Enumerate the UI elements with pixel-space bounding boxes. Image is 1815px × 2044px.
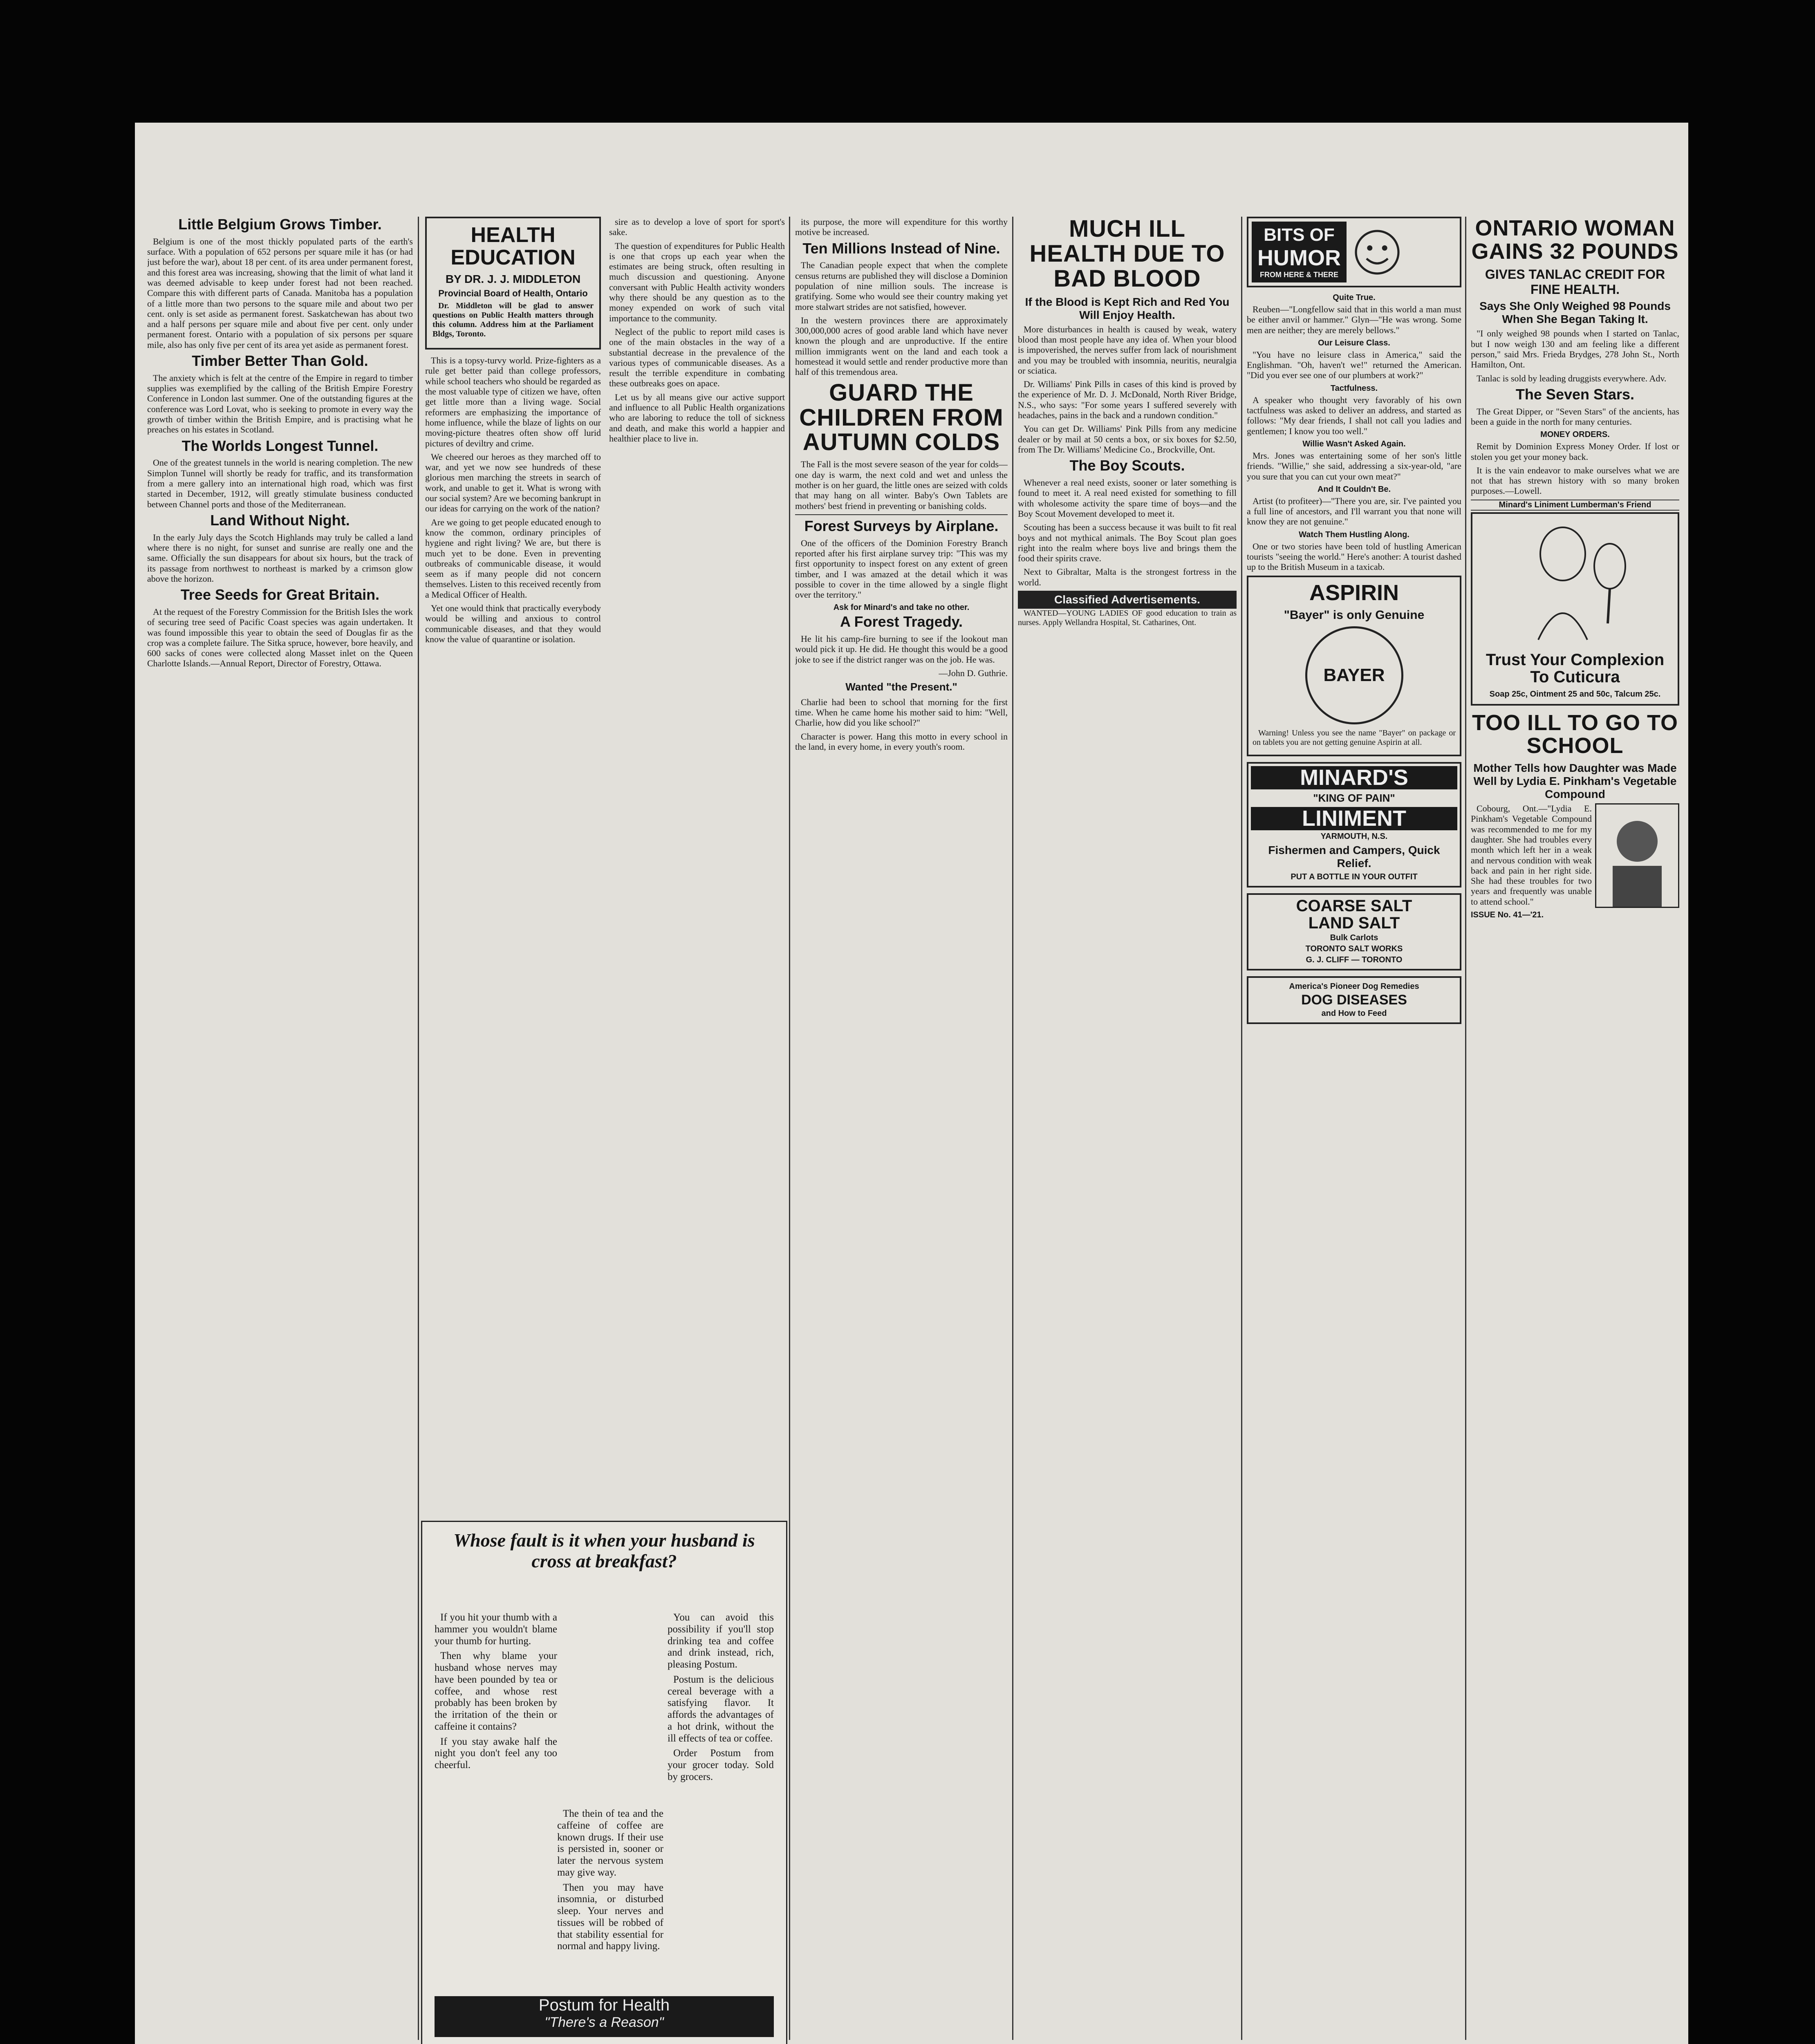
article-text: In the western provinces there are approximately 300,000,000 acres of good arable land which have never known the plough and are unproductive. If the entire million immigrants went on the land and each took a homestead it would settle and render productive more than half of this tremendous area. — [795, 315, 1008, 377]
article-text: Let us by all means give our active support and influence to all Public Health organizations who are laboring to reduce the toll of sickness and death, and make this world a happier and healthier place to live in. — [609, 392, 785, 444]
article-text: One of the greatest tunnels in the world is nearing completion. The new Simplon Tunnel will shortly be ready for traffic, and its transformation from a mere gallery into an international high road, which was first started in December, 1912, will greatly stimulate business conducted between Channel ports and those of the Mediterranean. — [147, 457, 413, 509]
joke-title: And It Couldn't Be. — [1317, 484, 1391, 494]
ad-text: Fishermen and Campers, Quick Relief. — [1268, 843, 1440, 870]
article-text: Cobourg, Ont.—"Lydia E. Pinkham's Vegetable Compound was recommended to me for my daughter. She had troubles every month which left her in a weak and nervous condition with weak back and pain in her right side. She had these troubles for two years and frequently was unable to attend school." — [1471, 803, 1592, 907]
article-text: Tanlac is sold by leading druggists everywhere. Adv. — [1477, 373, 1667, 383]
salt-ad — [1247, 893, 1461, 970]
subheadline: If the Blood is Kept Rich and Red You Will Enjoy Health. — [1025, 295, 1230, 321]
woman-with-mirror-illustration — [1514, 517, 1636, 648]
cuticura-ad — [1471, 512, 1679, 706]
minards-title: MINARD'S — [1251, 766, 1457, 789]
article-text: Neglect of the public to report mild cases is one of the main obstacles in the way of a substantial decrease in the prevalence of the various types of communicable diseases. As a result the terrible expenditure in combating these outbreaks goes on apace. — [609, 326, 785, 389]
ad-text: Warning! Unless you see the name "Bayer" on package or on tablets you are not getting genuine Aspirin at all. — [1253, 728, 1456, 747]
ad-text: PUT A BOTTLE IN YOUR OUTFIT — [1291, 872, 1418, 881]
headline-large: ONTARIO WOMAN GAINS 32 POUNDS — [1471, 217, 1679, 264]
joke-title: Willie Wasn't Asked Again. — [1302, 439, 1406, 448]
article-text: The anxiety which is felt at the centre of the Empire in regard to timber supplies was exemplified by the calling of the British Empire Forestry Conference in London last summer. One of the outstanding figures at the conference was Lord Lovat, who is seeking to promote in every way the growth of timber within the British Empire, and is practising what he preaches on his estates in Scotland. — [147, 372, 413, 435]
postum-banner — [435, 1996, 774, 2037]
postum-banner-title: Postum for Health — [538, 1996, 670, 2014]
headline: Forest Surveys by Airplane. — [804, 517, 999, 534]
subheadline: Mother Tells how Daughter was Made Well by Lydia E. Pinkham's Vegetable Compound — [1473, 762, 1677, 801]
column-rule — [1465, 217, 1466, 2040]
ad-text: and How to Feed — [1321, 1009, 1387, 1018]
joke-text: "You have no leisure class in America," said the Englishman. "Oh, haven't we!" returned the American. "Did you ever see one of our plumbers at work?" — [1247, 349, 1461, 381]
headline: Wanted "the Present." — [845, 681, 957, 693]
ad-text: Order Postum from your grocer today. Sold by grocers. — [668, 1748, 774, 1782]
ad-column — [435, 1612, 557, 1775]
column-2 — [425, 217, 601, 1508]
portrait-photo — [1595, 803, 1679, 908]
article-text: Remit by Dominion Express Money Order. If lost or stolen you get your money back. — [1471, 441, 1679, 462]
author: —John D. Guthrie. — [939, 668, 1008, 679]
ad-text: If you hit your thumb with a hammer you wouldn't blame your thumb for hurting. — [435, 1612, 557, 1647]
article-text: The question of expenditures for Public Health is one that crops up each year when the estimates are being struck, often resulting in much discussion and questioning. Anyone conversant with Public Health activity wonders why there should be any question as to the money expended on work of such vital importance to the community. — [609, 240, 785, 323]
article-text: Whenever a real need exists, sooner or later something is found to meet it. A real need existed for something to fill with wholesome activity the spare time of boys—and the Boy Scout Movement developed to meet it. — [1018, 477, 1237, 519]
article-text: Scouting has been a success because it was built to fit real boys and not mythical animals. The Boy Scout plan goes right into the realm where boys live and brings them the food their spirits crave. — [1018, 522, 1237, 564]
minards-title: LINIMENT — [1251, 807, 1457, 830]
postum-advertisement — [421, 1521, 787, 2044]
organization: Provincial Board of Health, Ontario — [438, 288, 588, 299]
headline: The Boy Scouts. — [1069, 457, 1185, 474]
clown-face-icon — [1351, 226, 1456, 279]
issue-number: ISSUE No. 41—'21. — [1471, 910, 1544, 920]
article-text: "I only weighed 98 pounds when I started on Tanlac, but I now weigh 130 and am feeling like a different person," said Mrs. Frieda Brydges, 278 John St., North Hamilton, Ont. — [1471, 328, 1679, 370]
ad-title: DOG DISEASES — [1301, 992, 1407, 1008]
salt-title: LAND SALT — [1308, 914, 1400, 932]
headline: The Seven Stars. — [1515, 385, 1635, 403]
ad-text: TORONTO SALT WORKS — [1305, 944, 1403, 953]
humor-logo-line: HUMOR — [1257, 246, 1341, 270]
health-title: HEALTH EDUCATION — [450, 223, 576, 269]
joke-text: Mrs. Jones was entertaining some of her son's little friends. "Willie," she said, addressing a six-year-old, "are you sure that you can cut your own meat?" — [1247, 450, 1461, 482]
joke-text: One or two stories have been told of hustling American tourists "seeing the world." Here's another: A tourist dashed up to the British Museum in a taxicab. — [1247, 541, 1461, 572]
joke-title: Watch Them Hustling Along. — [1299, 530, 1409, 539]
headline-large: GUARD THE CHILDREN FROM AUTUMN COLDS — [799, 379, 1004, 456]
headline-large: TOO ILL TO GO TO SCHOOL — [1472, 710, 1678, 758]
ad-text: G. J. CLIFF — TORONTO — [1306, 955, 1403, 964]
article-text: More disturbances in health is caused by weak, watery blood than most people have any idea of. When your blood is impoverished, the nerves suffer from lack of nourishment and you may be troubled with insomnia, neuritis, neuralgia or sciatica. — [1018, 324, 1237, 376]
joke-title: Tactfulness. — [1330, 383, 1378, 393]
column-3 — [609, 217, 785, 1508]
ad-text: If you stay awake half the night you don't feel any too cheerful. — [435, 1736, 557, 1771]
humor-logo-line: BITS OF — [1264, 225, 1335, 245]
ad-text: America's Pioneer Dog Remedies — [1289, 982, 1419, 991]
aspirin-subtitle: "Bayer" is only Genuine — [1284, 608, 1425, 622]
humor-logo — [1252, 222, 1347, 282]
byline: BY DR. J. J. MIDDLETON — [445, 273, 581, 286]
headline: The Worlds Longest Tunnel. — [182, 437, 379, 454]
headline: Ten Millions Instead of Nine. — [802, 240, 1000, 257]
headline: Timber Better Than Gold. — [192, 352, 368, 370]
article-text: It is the vain endeavor to make ourselves what we are not that has strewn history with so many broken purposes.—Lowell. — [1471, 465, 1679, 496]
newspaper-page — [135, 123, 1688, 2044]
article-text: Belgium is one of the most thickly populated parts of the earth's surface. With a population of 652 persons per square mile it has (or had just before the war), about 18 per cent. of its area under permanent forest, and this forest area was increasing, showing that the limit of what land it was deemed advisable to keep under forest had not been reached. Compare this with different parts of Canada. Manitoba has a population of a little more than two persons to the square mile and about two per cent. only is set aside as permanent forest. Saskatchewan has about two and a half persons per square mile and about five per cent. only under permanent forest. Ontario with a population of six persons per square mile, also has only five per cent of its area yet aside as permanent forest. — [147, 236, 413, 350]
article-text: You can get Dr. Williams' Pink Pills from any medicine dealer or by mail at 50 cents a box, or six boxes for $2.50, from The Dr. Williams' Medicine Co., Brockville, Ont. — [1018, 424, 1237, 455]
health-education-box — [425, 217, 601, 350]
humor-logo-line: FROM HERE & THERE — [1259, 271, 1338, 279]
joke-title: Our Leisure Class. — [1318, 338, 1390, 347]
postum-headline: Whose fault is it when your husband is cross at breakfast? — [453, 1530, 755, 1571]
joke-text: Artist (to profiteer)—"There you are, sir. I've painted you a full line of ancestors, and I'll warrant you that none will know they are not genuine." — [1247, 495, 1461, 527]
joke-title: Quite True. — [1333, 293, 1376, 302]
column-7 — [1471, 217, 1679, 2044]
article-text: Character is power. Hang this motto in every school in the land, in every home, in every youth's room. — [795, 731, 1008, 752]
column-rule — [1241, 217, 1242, 2040]
article-text: One of the officers of the Dominion Forestry Branch reported after his first airplane survey trip: "This was my first opportunity to inspect forest on any extent of green timber, and I was amazed at the detail which it was possible to cover in the time allowed by a single flight over the territory." — [795, 538, 1008, 600]
minards-tagline: Ask for Minard's and take no other. — [833, 603, 970, 612]
headline: A Forest Tragedy. — [840, 613, 963, 630]
aspirin-title: ASPIRIN — [1309, 580, 1399, 605]
ad-text: Soap 25c, Ointment 25 and 50c, Talcum 25c. — [1489, 689, 1661, 699]
article-text: In the early July days the Scotch Highlands may truly be called a land where there is no night, for sunset and sunrise are really one and the same. Officially the sun disappears for about six hours, but the track of its passage from northwest to northeast is marked by a crimson glow above the horizon. — [147, 532, 413, 584]
ad-text: The thein of tea and the caffeine of coffee are known drugs. If their use is persisted in, sooner or later the nervous system may give way. — [557, 1808, 663, 1878]
headline: Little Belgium Grows Timber. — [178, 217, 382, 233]
article-text: its purpose, the more will expenditure for this worthy motive be increased. — [795, 217, 1008, 238]
minards-tagline: Minard's Liniment Lumberman's Friend — [1471, 500, 1679, 511]
ad-column — [668, 1612, 774, 1786]
article-text: He lit his camp-fire burning to see if the lookout man would pick it up. He did. He thought this would be a good joke to see if the district ranger was on the job. He was. — [795, 634, 1008, 665]
minards-ad — [1247, 762, 1461, 887]
article-text: The Fall is the most severe season of the year for colds—one day is warm, the next cold and wet and unless the mother is on her guard, the little ones are seized with colds that may hang on all winter. Baby's Own Tablets are mothers' best friend in preventing or banishing colds. — [795, 459, 1008, 511]
ad-text: YARMOUTH, N.S. — [1320, 831, 1388, 841]
salt-title: COARSE SALT — [1296, 896, 1412, 915]
article-text: The Canadian people expect that when the complete census returns are published they will disclose a Dominion population of nine million souls. The increase is gratifying. Some who would see their country making yet more stalwart strides are not satisfied, however. — [795, 260, 1008, 312]
ad-text: Bulk Carlots — [1330, 933, 1378, 942]
classified-ad: WANTED—YOUNG LADIES OF good education to train as nurses. Apply Wellandra Hospital, St. Catharines, Ont. — [1018, 609, 1237, 627]
column-4 — [795, 217, 1008, 2044]
headline-large: MUCH ILL HEALTH DUE TO BAD BLOOD — [1029, 217, 1225, 292]
column-1 — [147, 217, 413, 2044]
article-text: sire as to develop a love of sport for sport's sake. — [609, 217, 785, 238]
dog-remedy-ad — [1247, 976, 1461, 1024]
column-rule — [789, 217, 790, 2040]
ad-column — [557, 1808, 663, 1956]
article-text: Charlie had been to school that morning for the first time. When he came home his mother said to him: "Well, Charlie, how did you like school?" — [795, 697, 1008, 728]
article-text: We cheered our heroes as they marched off to war, and yet we now see hundreds of these glorious men marching the streets in search of work, and unable to get it. What is wrong with our social system? Are we becoming bankrupt in our ideas for carrying on the work of the nation? — [425, 451, 601, 514]
editor-note: Dr. Middleton will be glad to answer questions on Public Health matters through this column. Address him at the Parliament Bldgs, Toronto. — [432, 301, 594, 339]
article-text: At the request of the Forestry Commission for the British Isles the work of securing tree seed of Pacific Coast species was again undertaken. It was found impossible this year to obtain the seed of Douglas fir as the crop was a complete failure. The Sitka spruce, however, bore heavily, and 600 sacks of cones were collected along Masset inlet on the Queen Charlotte Islands.—Annual Report, Director of Forestry, Ottawa. — [147, 607, 413, 669]
classified-header: Classified Advertisements. — [1018, 591, 1237, 609]
subheadline: GIVES TANLAC CREDIT FOR FINE HEALTH. — [1485, 267, 1665, 297]
article-text: This is a topsy-turvy world. Prize-fighters as a rule get better paid than college professors, while school teachers who should be regarded as the most valuable type of citizen we have, often get little more than a living wage. Social reformers are emphasizing the importance of home influence, while the blaze of lights on our moving-picture theatres often show off lurid pictures of deviltry and crime. — [425, 355, 601, 448]
column-6 — [1247, 217, 1461, 2044]
article-text: Are we going to get people educated enough to know the common, ordinary principles of hygiene and right living? We are, but there is much yet to be done. Even in preventing outbreaks of communicable disease, it would seem as if many people did not concern themselves. Listen to this received recently from a Medical Officer of Health. — [425, 517, 601, 600]
subheadline: Says She Only Weighed 98 Pounds When She Began Taking It. — [1479, 300, 1671, 326]
ad-text: Postum is the delicious cereal beverage with a satisfying flavor. It affords the advantages of a hot drink, without the ill effects of tea or coffee. — [668, 1674, 774, 1744]
bits-of-humor-banner — [1247, 217, 1461, 287]
article-text: The Great Dipper, or "Seven Stars" of the ancients, has been a guide in the north for many centuries. — [1471, 406, 1679, 427]
headline: Tree Seeds for Great Britain. — [180, 586, 380, 603]
joke-text: Reuben—"Longfellow said that in this world a man must be either anvil or hammer." Glyn—"He was wrong. Some men are neither; they are merely bellows." — [1247, 304, 1461, 335]
column-rule — [1012, 217, 1013, 2040]
article-text: Yet one would think that practically everybody would be willing and anxious to control communicable diseases, and that they would know the value of quarantine or isolation. — [425, 603, 601, 644]
column-rule — [418, 217, 419, 2040]
ad-text: Then why blame your husband whose nerves may have been pounded by tea or coffee, and whose rest probably has been broken by the irritation of the thein or caffeine it contains? — [435, 1650, 557, 1732]
cuticura-title: Trust Your Complexion To Cuticura — [1486, 650, 1665, 686]
headline: MONEY ORDERS. — [1540, 430, 1610, 439]
minards-tag: "KING OF PAIN" — [1313, 792, 1395, 805]
bayer-mark: BAYER — [1323, 665, 1385, 686]
column-5 — [1018, 217, 1237, 2044]
article-text: Next to Gibraltar, Malta is the strongest fortress in the world. — [1018, 567, 1237, 587]
ad-text: Then you may have insomnia, or disturbed sleep. Your nerves and tissues will be robbed of that stability essential for normal and happy living. — [557, 1882, 663, 1952]
article-text: Dr. Williams' Pink Pills in cases of this kind is proved by the experience of Mr. D. J. McDonald, North River Bridge, N.S., who says: "For some years I suffered severely with headaches, pains in the back and a rundown condition." — [1018, 379, 1237, 421]
aspirin-ad — [1247, 576, 1461, 757]
joke-text: A speaker who thought very favorably of his own tactfulness was asked to deliver an address, and started as follows: "My dear friends, I shall not call you ladies and gentlemen; I know you too well." — [1247, 394, 1461, 436]
bayer-cross-icon — [1305, 626, 1403, 724]
postum-tagline: "There's a Reason" — [544, 2015, 664, 2030]
headline: Land Without Night. — [210, 511, 350, 529]
ad-text: You can avoid this possibility if you'll stop drinking tea and coffee and drink instead, rich, pleasing Postum. — [668, 1612, 774, 1670]
